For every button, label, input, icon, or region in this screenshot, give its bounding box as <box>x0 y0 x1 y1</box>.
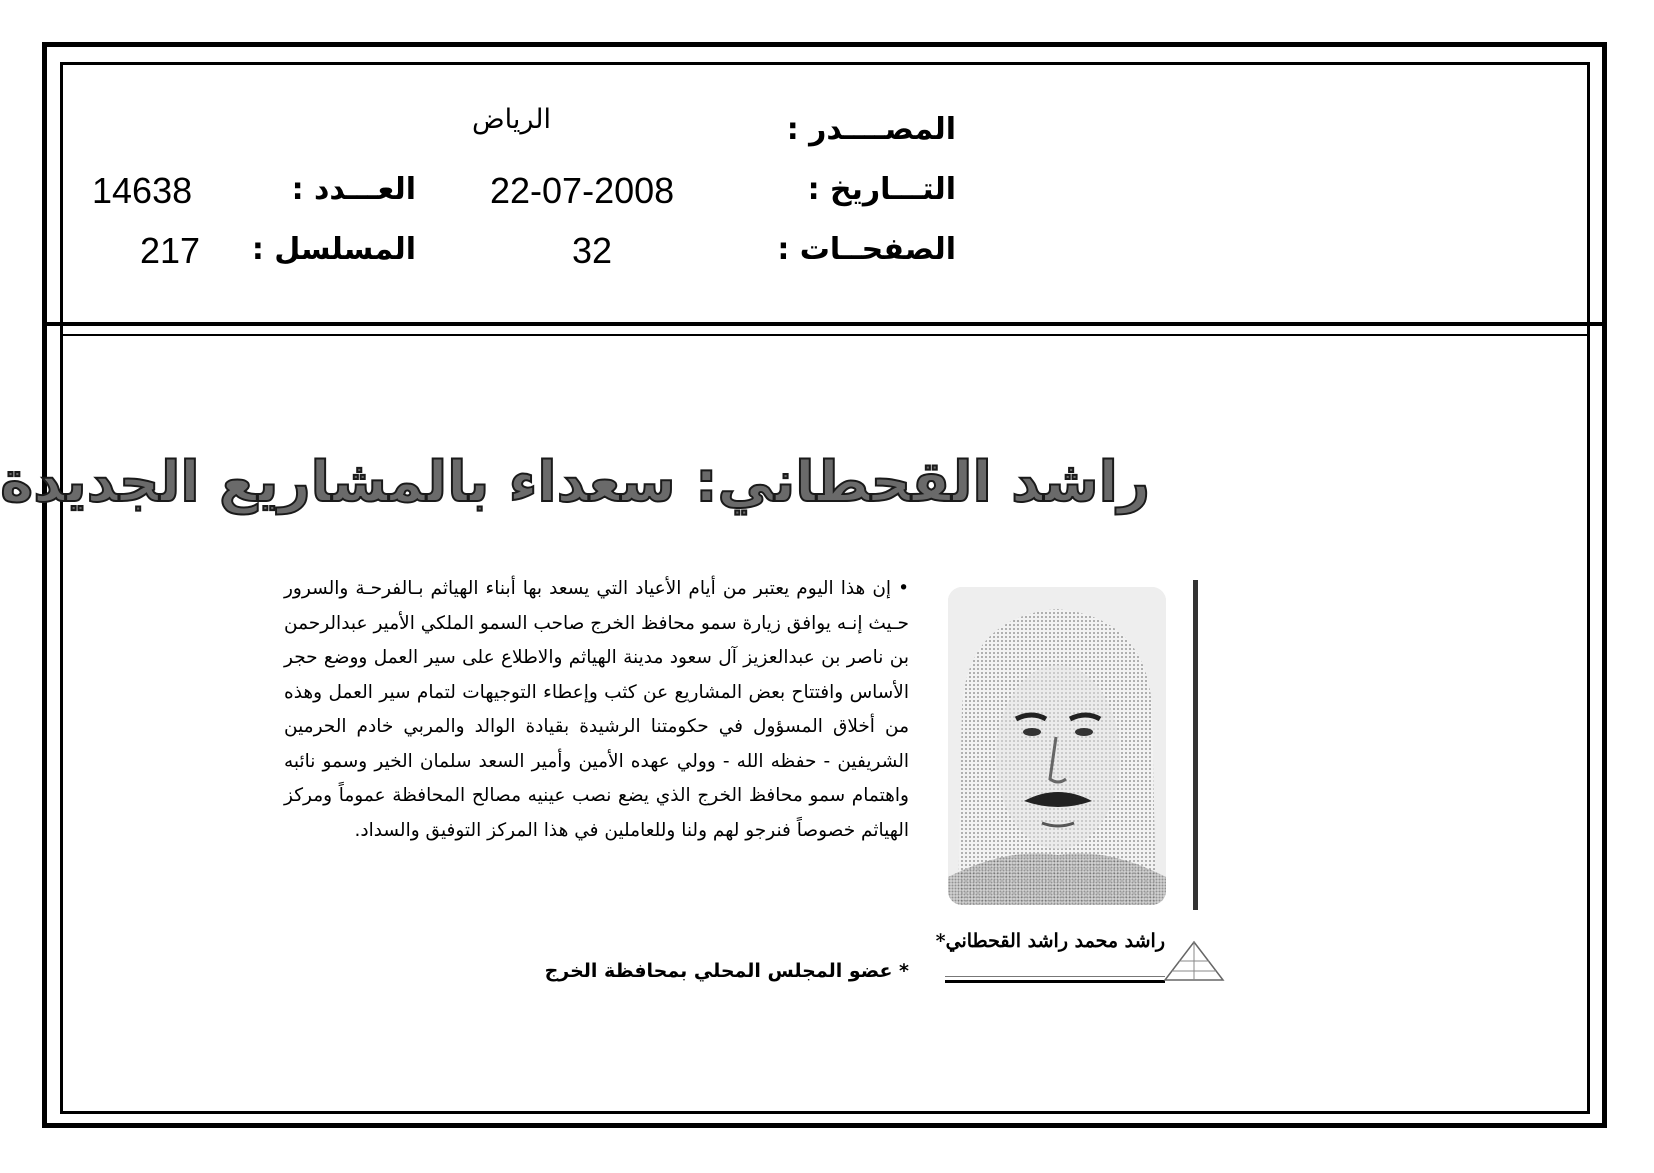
caption-rule-thin <box>945 976 1165 977</box>
pages-value: 32 <box>572 230 613 271</box>
source-label: المصــــدر : <box>786 112 956 147</box>
pages-label: الصفحــات : <box>777 232 956 267</box>
date-label: التـــاريخ : <box>807 172 956 207</box>
author-photo <box>948 587 1166 905</box>
author-note: * عضو المجلس المحلي بمحافظة الخرج <box>544 960 909 982</box>
serial-value: 217 <box>140 230 201 271</box>
header-divider-thin <box>62 334 1588 336</box>
issue-value: 14638 <box>92 170 193 211</box>
triangle-ornament-icon <box>1163 940 1225 982</box>
date-value: 22-07-2008 <box>490 170 675 211</box>
photo-caption: راشد محمد راشد القحطاني* <box>935 930 1165 952</box>
caption-rule <box>945 980 1165 983</box>
header-divider <box>45 322 1605 326</box>
portrait-illustration <box>948 587 1166 905</box>
issue-label: العـــدد : <box>291 172 416 207</box>
article-body <box>284 572 909 848</box>
article-paragraph: • إن هذا اليوم يعتبر من أيام الأعياد التي يسعد بها أبناء الهياثم بـالفرحـة والسرور حـيث إنـه يوافق زيارة سمو محافظ الخرج صاحب السمو الملكي الأمير عبدالرحمن بن ناصر بن عبدالعزيز آل سعود مدينة الهياثم والاطلاع على سير العمل ووضع حجر الأساس وافتتاح بعض المشاريع عن كثب وإعطاء التوجيهات لتمام سير العمل وهذه من أخلاق المسؤول في حكومتنا الرشيدة بقيادة الوالد والمربي خادم الحرمين الشريفين - حفظه الله - وولي عهده الأمين وأمير السعد سلمان الخير وسمو نائبه واهتمام سمو محافظ الخرج الذي يضع نصب عينيه مصالح المحافظة عموماً ومركز الهياثم خصوصاً فنرجو لهم ولنا وللعاملين في هذا المركز التوفيق والسداد. <box>284 578 909 841</box>
source-value: الرياض <box>472 104 552 135</box>
serial-label: المسلسل : <box>251 232 416 267</box>
photo-column-rule <box>1193 580 1198 910</box>
article-headline: راشد القحطاني: سعداء بالمشاريع الجديدة <box>0 450 1150 515</box>
